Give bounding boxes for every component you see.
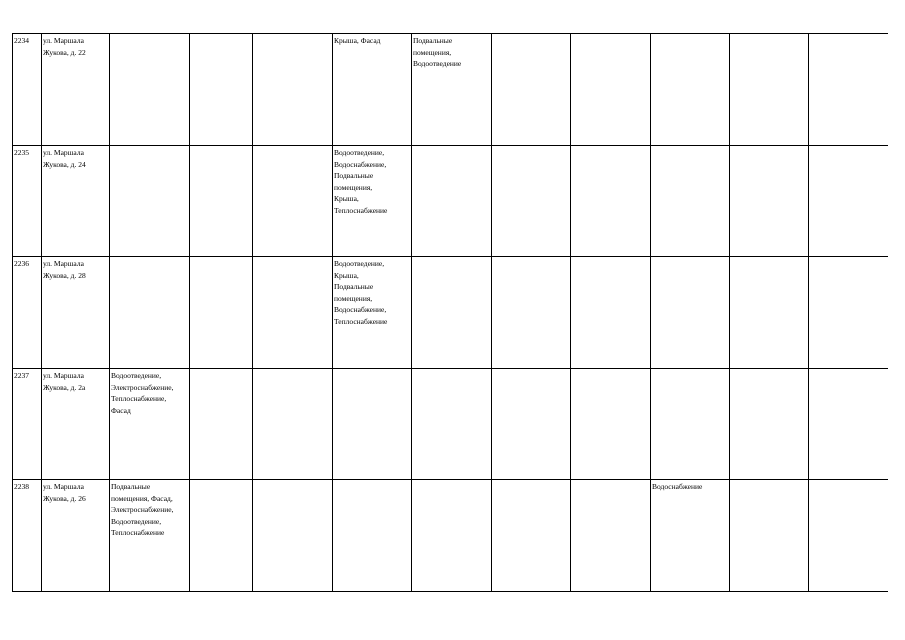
cell-text-line: ул. Маршала <box>43 36 84 45</box>
cell-text-line: помещения, Фасад, <box>111 493 173 503</box>
cell-col-4 <box>190 146 253 257</box>
cell-text-line: Подвальные <box>413 36 453 45</box>
address-works-table <box>12 33 888 592</box>
cell-text-line: ул. Маршала <box>43 371 84 380</box>
cell-text-line: помещения, <box>334 182 373 192</box>
cell-col-7 <box>412 146 492 257</box>
cell-col-11 <box>730 369 809 480</box>
table-row <box>13 257 888 369</box>
cell-col-10 <box>651 257 730 369</box>
cell-text-line: Крыша, Фасад <box>334 36 381 45</box>
cell-row-number <box>13 369 42 480</box>
cell-text-line: Электроснабжение, <box>111 505 174 514</box>
cell-text-line: Водоснабжение, <box>334 305 387 314</box>
cell-text-line: Водоснабжение, <box>334 159 387 169</box>
cell-col-3 <box>110 257 190 369</box>
cell-col-8 <box>492 480 571 592</box>
cell-col-6 <box>333 34 412 146</box>
cell-text-line: ул. Маршала <box>43 482 84 491</box>
cell-address <box>42 257 110 369</box>
cell-col-6 <box>333 257 412 369</box>
cell-col-11 <box>730 34 809 146</box>
cell-row-number <box>13 34 42 146</box>
cell-col-6 <box>333 480 412 592</box>
cell-text-line: Жукова, д. 26 <box>43 493 86 503</box>
cell-text-line: Жукова, д. 2а <box>43 382 86 392</box>
cell-row-number <box>13 480 42 592</box>
cell-text-line: Жукова, д. 28 <box>43 270 86 280</box>
cell-text-line: Водоотведение, <box>334 148 385 157</box>
cell-col-5 <box>253 146 333 257</box>
cell-col-9 <box>571 34 651 146</box>
cell-text-line: ул. Маршала <box>43 259 84 268</box>
cell-text-line: Водоотведение, <box>111 516 162 526</box>
cell-col-4 <box>190 34 253 146</box>
cell-col-12 <box>809 480 888 592</box>
table-row <box>13 480 888 592</box>
cell-address <box>42 34 110 146</box>
cell-col-5 <box>253 369 333 480</box>
cell-text-line: Теплоснабжение, <box>111 394 167 403</box>
cell-text-line: Теплоснабжение <box>334 205 388 215</box>
row-number-text: 2238 <box>14 482 29 491</box>
cell-text-line: Крыша, <box>334 194 359 203</box>
table-row <box>13 34 888 146</box>
row-number-text: 2234 <box>14 36 29 45</box>
cell-text-line: Водоотведение, <box>334 259 385 268</box>
cell-col-7 <box>412 34 492 146</box>
cell-col-3 <box>110 369 190 480</box>
cell-col-9 <box>571 369 651 480</box>
cell-col-8 <box>492 146 571 257</box>
cell-col-9 <box>571 480 651 592</box>
cell-text-line: Жукова, д. 22 <box>43 47 86 57</box>
cell-text-line: Подвальные <box>111 482 151 491</box>
cell-col-3 <box>110 146 190 257</box>
cell-col-10 <box>651 34 730 146</box>
cell-col-3 <box>110 34 190 146</box>
cell-col-4 <box>190 480 253 592</box>
cell-address <box>42 480 110 592</box>
cell-col-7 <box>412 480 492 592</box>
cell-col-12 <box>809 146 888 257</box>
cell-col-12 <box>809 257 888 369</box>
cell-text-line: Теплоснабжение <box>334 316 388 326</box>
cell-col-8 <box>492 257 571 369</box>
cell-col-9 <box>571 146 651 257</box>
cell-text-line: ул. Маршала <box>43 148 84 157</box>
cell-col-11 <box>730 257 809 369</box>
cell-text-line: Водоснабжение <box>652 482 703 491</box>
cell-col-4 <box>190 369 253 480</box>
cell-text-line: Водоотведение, <box>111 371 162 380</box>
cell-col-6 <box>333 369 412 480</box>
cell-row-number <box>13 257 42 369</box>
cell-col-8 <box>492 369 571 480</box>
cell-text-line: помещения, <box>334 293 373 303</box>
cell-col-11 <box>730 480 809 592</box>
cell-text-line: Водоотведение <box>413 59 462 68</box>
cell-col-7 <box>412 369 492 480</box>
cell-text-line: Фасад <box>111 405 131 415</box>
cell-col-9 <box>571 257 651 369</box>
cell-col-10 <box>651 480 730 592</box>
row-number-text: 2235 <box>14 148 29 157</box>
cell-text-line: Жукова, д. 24 <box>43 159 86 169</box>
cell-row-number <box>13 146 42 257</box>
cell-text-line: Электроснабжение, <box>111 382 174 392</box>
cell-col-12 <box>809 369 888 480</box>
table-row <box>13 146 888 257</box>
cell-col-7 <box>412 257 492 369</box>
cell-col-5 <box>253 480 333 592</box>
cell-text-line: Подвальные <box>334 282 374 291</box>
cell-col-10 <box>651 146 730 257</box>
cell-col-6 <box>333 146 412 257</box>
cell-col-5 <box>253 34 333 146</box>
cell-col-12 <box>809 34 888 146</box>
cell-col-4 <box>190 257 253 369</box>
row-number-text: 2237 <box>14 371 29 380</box>
cell-text-line: Подвальные <box>334 171 374 180</box>
cell-text-line: Крыша, <box>334 270 359 280</box>
cell-col-11 <box>730 146 809 257</box>
cell-address <box>42 146 110 257</box>
cell-address <box>42 369 110 480</box>
table-row <box>13 369 888 480</box>
cell-text-line: помещения, <box>413 47 452 57</box>
cell-col-5 <box>253 257 333 369</box>
cell-text-line: Теплоснабжение <box>111 528 165 537</box>
cell-col-10 <box>651 369 730 480</box>
cell-col-3 <box>110 480 190 592</box>
row-number-text: 2236 <box>14 259 29 268</box>
cell-col-8 <box>492 34 571 146</box>
